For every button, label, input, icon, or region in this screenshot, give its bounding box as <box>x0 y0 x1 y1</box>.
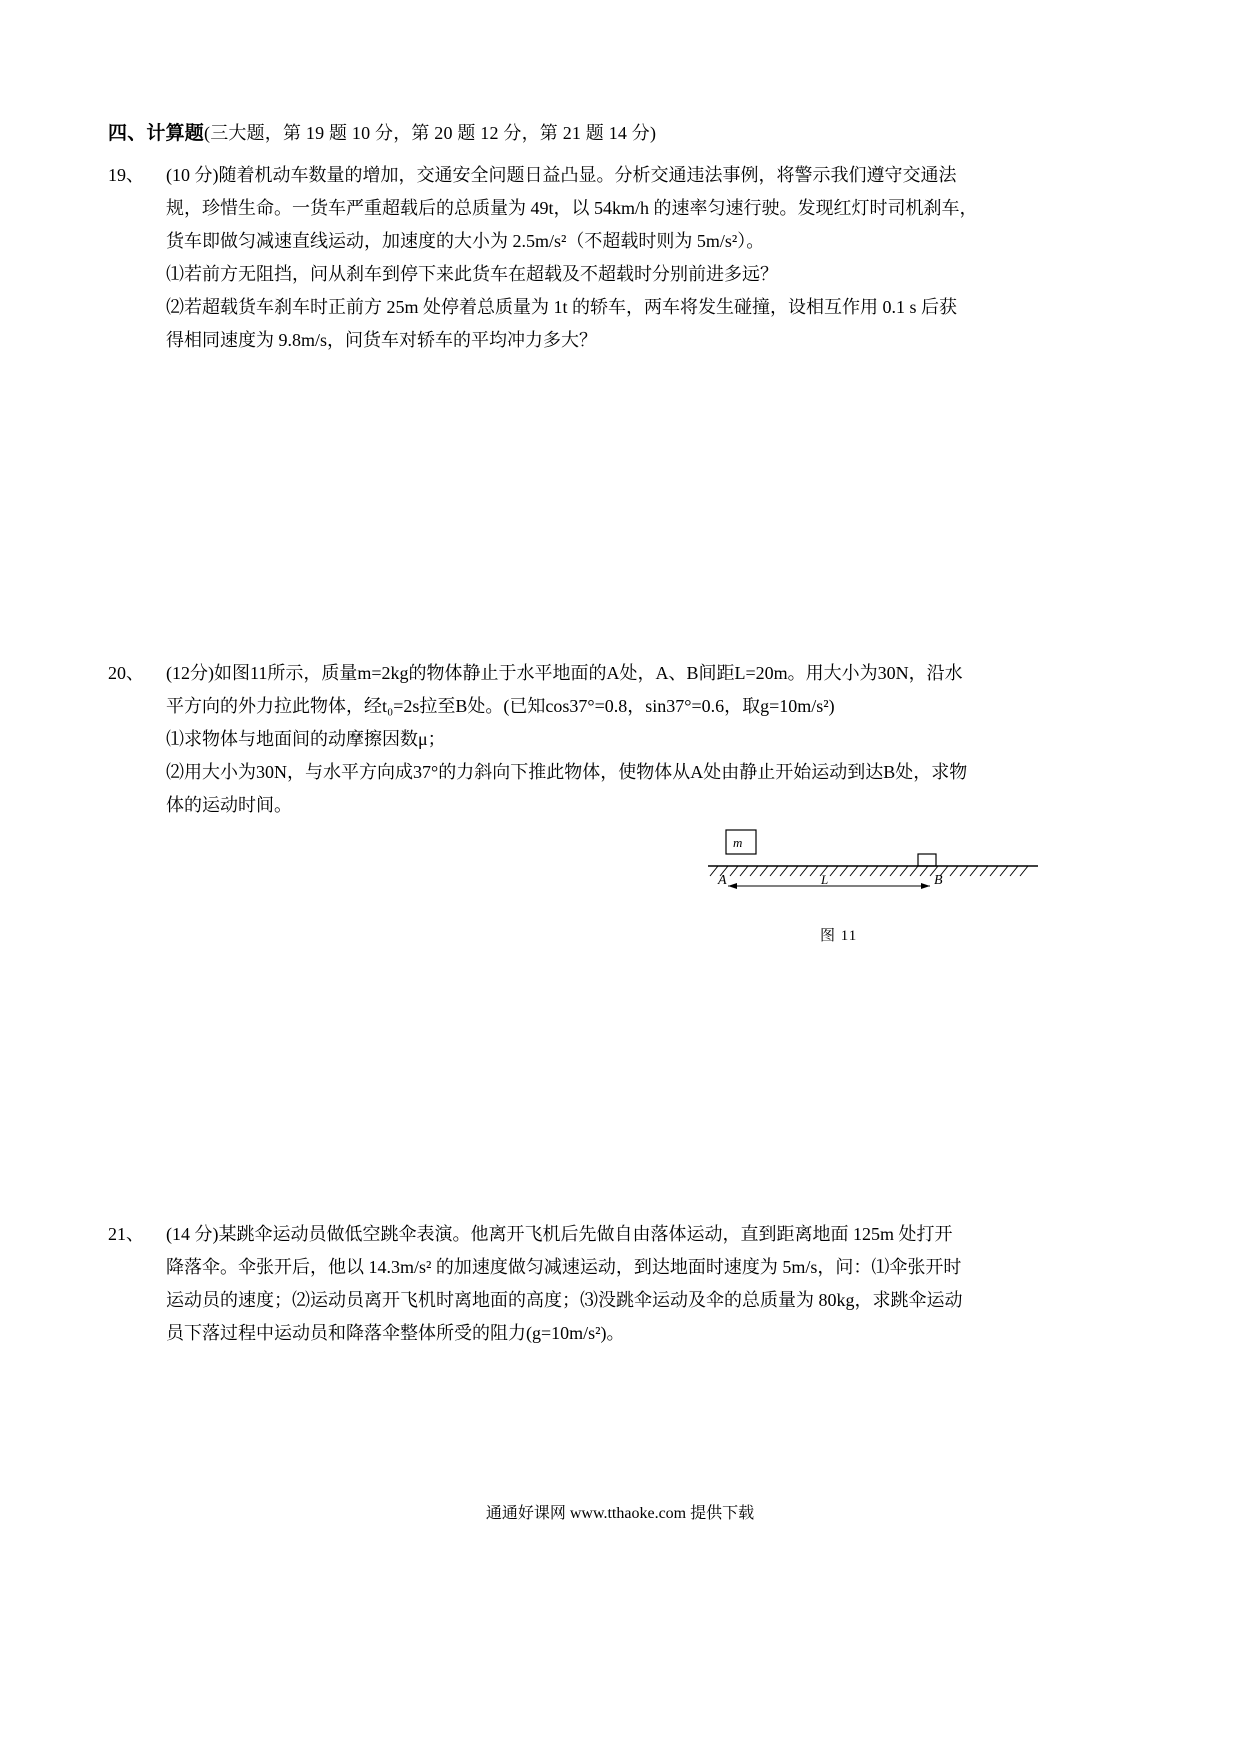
figure-11-caption: 图 11 <box>820 928 858 944</box>
figure-11-svg <box>708 828 1038 938</box>
figure-11 <box>708 828 1038 938</box>
question-20-sub-1: ⑴求物体与地面间的动摩擦因数μ； <box>166 729 446 749</box>
answer-space-19 <box>108 357 1138 657</box>
svg-text:B: B <box>934 873 943 888</box>
question-21-body <box>166 1218 1138 1350</box>
question-20-line-2: 平方向的外力拉此物体，经t₀=2s拉至B处。(已知cos37°=0.8，sin37°=0.6，取g=10m/s²) <box>166 696 835 716</box>
question-19-number: 19、 <box>108 165 144 185</box>
question-21 <box>108 1218 1138 1350</box>
question-20-sub-2: ⑵用大小为30N，与水平方向成37°的力斜向下推此物体，使物体从A处由静止开始运动到达B处，求物 <box>166 762 968 782</box>
question-20 <box>108 657 1138 822</box>
section-heading <box>108 118 1138 145</box>
question-20-body <box>166 657 1138 822</box>
section-heading-subtitle: (三大题，第 19 题 10 分，第 20 题 12 分，第 21 题 14 分) <box>204 123 657 143</box>
question-19-sub-1: ⑴若前方无阻挡，问从刹车到停下来此货车在超载及不超载时分别前进多远？ <box>166 264 778 284</box>
question-19-line-1: (10 分)随着机动车数量的增加，交通安全问题日益凸显。分析交通违法事例，将警示我们遵守交通法 <box>166 165 957 185</box>
svg-text:m: m <box>733 835 743 850</box>
section-heading-title: 四、计算题 <box>108 123 205 144</box>
page-content <box>108 118 1138 1350</box>
figure-11-wrap <box>108 828 1138 948</box>
question-19-sub-2: ⑵若超载货车刹车时正前方 25m 处停着总质量为 1t 的轿车，两车将发生碰撞，设相互作用 0.1 s 后获 <box>166 297 958 317</box>
page-footer: 通通好课网 www.tthaoke.com 提供下载 <box>485 1505 755 1522</box>
question-19 <box>108 159 1138 357</box>
question-20-number: 20、 <box>108 663 144 683</box>
answer-space-20 <box>108 948 1138 1218</box>
question-19-sub-3: 得相同速度为 9.8m/s，问货车对轿车的平均冲力多大？ <box>166 330 598 350</box>
question-19-line-3: 货车即做匀减速直线运动，加速度的大小为 2.5m/s²（不超载时则为 5m/s²）。 <box>166 231 765 251</box>
question-20-line-1: (12分)如图11所示，质量m=2kg的物体静止于水平地面的A处，A、B间距L=20m。用大小为30N，沿水 <box>166 663 963 683</box>
svg-text:A: A <box>718 873 727 888</box>
question-19-body <box>166 159 1138 357</box>
question-21-line-4: 员下落过程中运动员和降落伞整体所受的阻力(g=10m/s²)。 <box>166 1323 625 1343</box>
question-21-line-2: 降落伞。伞张开后，他以 14.3m/s² 的加速度做匀减速运动，到达地面时速度为 5m/s，问：⑴伞张开时 <box>166 1257 962 1277</box>
question-21-number: 21、 <box>108 1224 144 1244</box>
svg-text:L: L <box>821 872 829 887</box>
question-20-sub-3: 体的运动时间。 <box>166 795 292 815</box>
question-21-line-1: (14 分)某跳伞运动员做低空跳伞表演。他离开飞机后先做自由落体运动，直到距离地面 125m 处打开 <box>166 1224 953 1244</box>
question-19-line-2: 规，珍惜生命。一货车严重超载后的总质量为 49t，以 54km/h 的速率匀速行驶。发现红灯时司机刹车， <box>166 198 978 218</box>
question-21-line-3: 运动员的速度；⑵运动员离开飞机时离地面的高度；⑶没跳伞运动及伞的总质量为 80kg，求跳伞运动 <box>166 1290 963 1310</box>
